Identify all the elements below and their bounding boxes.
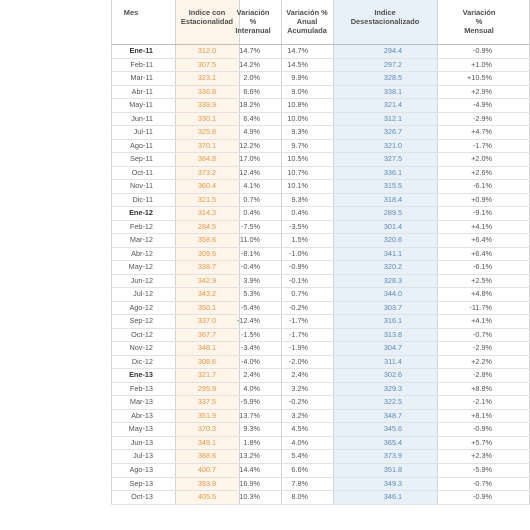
estacionalidad-cell: 370.3 <box>197 424 217 434</box>
table-row <box>111 437 530 451</box>
mes-cell: May-11 <box>129 100 153 110</box>
interanual-cell: -1.5% <box>240 329 260 339</box>
anual-cell: 8.0% <box>291 492 308 502</box>
mensual-cell: +2.2% <box>471 356 492 366</box>
mensual-cell: -5.9% <box>472 464 492 474</box>
mensual-cell: +2.3% <box>471 451 492 461</box>
interanual-cell: 4.1% <box>243 181 260 191</box>
desestacionalizado-cell: 341.1 <box>383 248 403 258</box>
interanual-cell: 1.8% <box>243 437 260 447</box>
interanual-cell: 16.9% <box>239 478 260 488</box>
desestacionalizado-cell: 327.5 <box>383 154 403 164</box>
estacionalidad-cell: 358.6 <box>197 235 217 245</box>
header-line: Variación % <box>286 8 328 17</box>
mensual-cell: -0.9% <box>472 492 492 502</box>
anual-cell: -1.7% <box>288 316 308 326</box>
mes-cell: Abr-13 <box>131 410 153 420</box>
header-mes <box>111 8 151 17</box>
estacionalidad-cell: 360.4 <box>197 181 217 191</box>
anual-cell: 4.5% <box>291 424 308 434</box>
interanual-cell: 14.4% <box>239 464 260 474</box>
anual-cell: 14.5% <box>287 59 308 69</box>
desestacionalizado-cell: 321.0 <box>383 140 403 150</box>
estacionalidad-cell: 349.1 <box>197 437 217 447</box>
table-row <box>111 140 530 154</box>
mensual-cell: +1.0% <box>471 59 492 69</box>
table-row <box>111 450 530 464</box>
table-row <box>111 342 530 356</box>
interanual-cell: 14.7% <box>239 46 260 55</box>
header-line: Indice <box>374 8 396 17</box>
mensual-cell: -2.9% <box>472 343 492 353</box>
mensual-cell: -6.1% <box>472 181 492 191</box>
mes-cell: Sep-12 <box>129 316 153 326</box>
mensual-cell: +8.1% <box>471 410 492 420</box>
table-row <box>111 113 530 127</box>
mensual-cell: +0.9% <box>471 194 492 204</box>
estacionalidad-cell: 321.5 <box>197 194 217 204</box>
mes-cell: Abr-12 <box>131 248 153 258</box>
mes-cell: Abr-11 <box>131 86 153 96</box>
estacionalidad-cell: 400.7 <box>197 464 217 474</box>
table-row <box>111 99 530 113</box>
interanual-cell: 18.2% <box>239 100 260 110</box>
estacionalidad-cell: 308.6 <box>197 356 217 366</box>
desestacionalizado-cell: 365.4 <box>383 437 403 447</box>
interanual-cell: 6.4% <box>243 113 260 123</box>
anual-cell: -1.9% <box>288 343 308 353</box>
mensual-cell: +10.5% <box>467 73 492 83</box>
table-row <box>111 478 530 492</box>
estacionalidad-cell: 330.1 <box>197 113 217 123</box>
header-anual <box>281 8 333 35</box>
interanual-cell: 2.4% <box>243 370 260 380</box>
table-row <box>111 72 530 86</box>
interanual-cell: -5.4% <box>240 302 260 312</box>
mensual-cell: -0.7% <box>472 478 492 488</box>
mes-cell: May-12 <box>128 262 153 272</box>
interanual-cell: 17.0% <box>239 154 260 164</box>
interanual-cell: 2.0% <box>243 73 260 83</box>
table-row <box>111 207 530 221</box>
desestacionalizado-cell: 313.8 <box>383 329 403 339</box>
table-row <box>111 369 530 383</box>
anual-cell: -1.0% <box>288 248 308 258</box>
interanual-cell: -8.1% <box>240 248 260 258</box>
estacionalidad-cell: 307.5 <box>197 59 217 69</box>
mes-cell: Ago-11 <box>130 140 153 150</box>
header-mensual <box>451 8 507 35</box>
mes-cell: Nov-12 <box>129 343 153 353</box>
header-line: % <box>475 17 483 26</box>
desestacionalizado-cell: 304.7 <box>383 343 403 353</box>
mes-cell: Jul-12 <box>133 289 153 299</box>
mensual-cell: -9.1% <box>472 208 492 218</box>
mensual-cell: +2.0% <box>471 154 492 164</box>
desestacionalizado-cell: 349.3 <box>383 478 403 488</box>
desestacionalizado-cell: 351.8 <box>383 464 403 474</box>
anual-cell: 10.7% <box>287 167 308 177</box>
mes-cell: Jul-11 <box>133 127 153 137</box>
desestacionalizado-cell: 301.4 <box>383 221 403 231</box>
header-line: Interanual <box>235 26 271 35</box>
interanual-cell: 13.2% <box>239 451 260 461</box>
desestacionalizado-cell: 320.6 <box>383 235 403 245</box>
desestacionalizado-cell: 322.5 <box>383 397 403 407</box>
mensual-cell: -2.8% <box>472 370 492 380</box>
estacionalidad-cell: 337.5 <box>197 397 217 407</box>
mes-cell: Feb-12 <box>129 221 153 231</box>
anual-cell: 9.7% <box>291 140 308 150</box>
desestacionalizado-cell: 329.3 <box>383 383 403 393</box>
mensual-cell: +2.5% <box>471 275 492 285</box>
interanual-cell: 10.3% <box>239 492 260 502</box>
anual-cell: 7.8% <box>291 478 308 488</box>
mes-cell: Ene-11 <box>129 46 153 55</box>
desestacionalizado-cell: 345.6 <box>383 424 403 434</box>
anual-cell: 9.9% <box>291 73 308 83</box>
mes-cell: May-13 <box>128 424 153 434</box>
estacionalidad-cell: 348.1 <box>197 343 217 353</box>
header-line: Estacionalidad <box>180 17 234 26</box>
interanual-cell: -4.0% <box>240 356 260 366</box>
table-row <box>111 329 530 343</box>
desestacionalizado-cell: 303.7 <box>383 302 403 312</box>
mes-cell: Jun-11 <box>131 113 153 123</box>
estacionalidad-cell: 323.1 <box>197 73 217 83</box>
estacionalidad-cell: 373.2 <box>197 167 217 177</box>
table-row <box>111 153 530 167</box>
table-row <box>111 180 530 194</box>
anual-cell: -2.0% <box>288 356 308 366</box>
desestacionalizado-cell: 328.5 <box>383 73 403 83</box>
mes-cell: Mar-12 <box>129 235 153 245</box>
desestacionalizado-cell: 311.4 <box>384 356 402 366</box>
interanual-cell: 4.9% <box>243 127 260 137</box>
interanual-cell: 13.7% <box>239 410 260 420</box>
table-row <box>111 423 530 437</box>
mes-cell: Jun-12 <box>130 275 153 285</box>
table-row <box>111 248 530 262</box>
estacionalidad-cell: 321.7 <box>197 370 217 380</box>
anual-cell: 4.0% <box>291 437 308 447</box>
table-row <box>111 315 530 329</box>
estacionalidad-cell: 350.1 <box>197 302 217 312</box>
interanual-cell: -3.4% <box>240 343 260 353</box>
table-row <box>111 194 530 208</box>
mes-cell: Ago-12 <box>129 302 153 312</box>
mensual-cell: +8.8% <box>471 383 492 393</box>
table-row <box>111 167 530 181</box>
desestacionalizado-cell: 316.1 <box>383 316 403 326</box>
desestacionalizado-cell: 312.1 <box>383 113 403 123</box>
anual-cell: -0.2% <box>288 397 308 407</box>
desestacionalizado-cell: 320.2 <box>383 262 403 272</box>
mensual-cell: +4.1% <box>471 221 492 231</box>
mes-cell: Dic-12 <box>131 356 153 366</box>
table-header <box>111 0 530 45</box>
desestacionalizado-cell: 328.3 <box>383 275 403 285</box>
desestacionalizado-cell: 346.1 <box>383 492 403 502</box>
anual-cell: 10.1% <box>287 181 308 191</box>
header-line: % <box>249 17 257 26</box>
desestacionalizado-cell: 344.0 <box>383 289 403 299</box>
table-row <box>111 464 530 478</box>
table-row <box>111 234 530 248</box>
mes-cell: Jul-13 <box>133 451 153 461</box>
anual-cell: 10.8% <box>287 100 308 110</box>
interanual-cell: -5.9% <box>240 397 260 407</box>
table-row <box>111 86 530 100</box>
estacionalidad-cell: 343.2 <box>197 289 217 299</box>
table-row <box>111 59 530 73</box>
mes-cell: Oct-12 <box>131 329 153 339</box>
mensual-cell: +4.7% <box>471 127 492 137</box>
estacionalidad-cell: 351.9 <box>197 410 217 420</box>
table-row <box>111 356 530 370</box>
desestacionalizado-cell: 373.9 <box>383 451 403 461</box>
mensual-cell: -2.9% <box>472 113 492 123</box>
interanual-cell: 0.7% <box>243 194 260 204</box>
estacionalidad-cell: 384.8 <box>197 154 217 164</box>
header-line: Indice con <box>188 8 226 17</box>
interanual-cell: 3.9% <box>243 275 260 285</box>
interanual-cell: 9.3% <box>243 424 260 434</box>
desestacionalizado-cell: 321.4 <box>383 100 403 110</box>
interanual-cell: 11.0% <box>239 235 260 245</box>
mensual-cell: +2.9% <box>471 86 492 96</box>
desestacionalizado-cell: 289.5 <box>383 208 403 218</box>
anual-cell: 10.5% <box>287 154 308 164</box>
anual-cell: 0.7% <box>291 289 308 299</box>
header-mes-label: Mes <box>123 8 139 17</box>
mes-cell: Jun-13 <box>130 437 153 447</box>
mes-cell: Ene-13 <box>129 370 153 380</box>
table-row <box>111 221 530 235</box>
estacionalidad-cell: 338.7 <box>197 262 217 272</box>
interanual-cell: 12.4% <box>239 167 260 177</box>
table-body <box>111 45 530 505</box>
estacionalidad-cell: 370.1 <box>197 140 217 150</box>
interanual-cell: -7.5% <box>240 221 260 231</box>
estacionalidad-cell: 336.8 <box>197 86 217 96</box>
table-row <box>111 275 530 289</box>
anual-cell: 9.3% <box>291 127 308 137</box>
desestacionalizado-cell: 348.7 <box>383 410 403 420</box>
mensual-cell: +2.6% <box>471 167 492 177</box>
table-row <box>111 396 530 410</box>
interanual-cell: 12.2% <box>239 140 260 150</box>
estacionalidad-cell: 393.9 <box>197 478 217 488</box>
mes-cell: Feb-11 <box>130 59 153 69</box>
estacionalidad-cell: 339.9 <box>197 100 217 110</box>
mes-cell: Oct-11 <box>131 167 153 177</box>
mensual-cell: -11.7% <box>469 302 492 312</box>
anual-cell: -3.5% <box>288 221 308 231</box>
anual-cell: 6.6% <box>291 464 308 474</box>
mes-cell: Feb-13 <box>129 383 153 393</box>
mensual-cell: +5.7% <box>471 437 492 447</box>
data-table <box>111 0 530 505</box>
anual-cell: 9.0% <box>291 86 308 96</box>
interanual-cell: -12.4% <box>236 316 260 326</box>
estacionalidad-cell: 314.3 <box>197 208 217 218</box>
estacionalidad-cell: 388.6 <box>197 451 217 461</box>
mensual-cell: -6.1% <box>472 262 492 272</box>
anual-cell: -0.9% <box>288 262 308 272</box>
table-row <box>111 126 530 140</box>
anual-cell: -0.1% <box>288 275 308 285</box>
interanual-cell: 5.3% <box>243 289 260 299</box>
mes-cell: Sep-13 <box>129 478 153 488</box>
anual-cell: 1.5% <box>291 235 308 245</box>
header-line: Anual <box>296 17 318 26</box>
mes-cell: Nov-11 <box>130 181 153 191</box>
estacionalidad-cell: 337.0 <box>197 316 217 326</box>
table-row <box>111 302 530 316</box>
header-line: Mensual <box>464 26 494 35</box>
estacionalidad-cell: 284.5 <box>197 221 217 231</box>
estacionalidad-cell: 295.9 <box>197 383 217 393</box>
desestacionalizado-cell: 338.1 <box>383 86 403 96</box>
mes-cell: Mar-13 <box>129 397 153 407</box>
interanual-cell: 4.0% <box>243 383 260 393</box>
mensual-cell: +6.4% <box>471 235 492 245</box>
mensual-cell: -0.9% <box>472 424 492 434</box>
desestacionalizado-cell: 326.7 <box>383 127 403 137</box>
desestacionalizado-cell: 302.6 <box>383 370 403 380</box>
estacionalidad-cell: 312.0 <box>197 46 217 55</box>
mensual-cell: -4.9% <box>472 100 492 110</box>
anual-cell: 10.0% <box>287 113 308 123</box>
mes-cell: Dic-11 <box>132 194 153 204</box>
mensual-cell: -0.7% <box>472 329 492 339</box>
mes-cell: Mar-11 <box>130 73 153 83</box>
anual-cell: -0.2% <box>288 302 308 312</box>
header-line: Desestacionalizado <box>350 17 420 26</box>
anual-cell: 9.3% <box>291 194 308 204</box>
interanual-cell: 14.2% <box>239 59 260 69</box>
table-row <box>111 491 530 505</box>
header-desestacionalizado <box>333 8 437 26</box>
mes-cell: Ago-13 <box>129 464 153 474</box>
anual-cell: 2.4% <box>291 370 308 380</box>
anual-cell: 0.4% <box>291 208 308 218</box>
anual-cell: 3.2% <box>291 383 308 393</box>
desestacionalizado-cell: 315.5 <box>383 181 403 191</box>
table-row <box>111 383 530 397</box>
header-line: Variación <box>462 8 496 17</box>
mensual-cell: -0.9% <box>472 46 492 55</box>
mensual-cell: +4.8% <box>471 289 492 299</box>
table-row <box>111 261 530 275</box>
header-interanual <box>225 8 281 35</box>
header-line: Variación <box>236 8 270 17</box>
table-row <box>111 288 530 302</box>
desestacionalizado-cell: 294.4 <box>383 46 403 55</box>
interanual-cell: 0.4% <box>243 208 260 218</box>
anual-cell: -1.7% <box>288 329 308 339</box>
estacionalidad-cell: 309.6 <box>197 248 217 258</box>
mes-cell: Oct-13 <box>131 492 153 502</box>
table-row <box>111 410 530 424</box>
interanual-cell: -0.4% <box>240 262 260 272</box>
table-row <box>111 45 530 59</box>
header-line: Acumulada <box>287 26 327 35</box>
mensual-cell: -2.1% <box>472 397 492 407</box>
mensual-cell: -1.7% <box>472 140 492 150</box>
estacionalidad-cell: 342.9 <box>197 275 217 285</box>
mes-cell: Sep-11 <box>130 154 153 164</box>
desestacionalizado-cell: 336.1 <box>383 167 403 177</box>
desestacionalizado-cell: 297.2 <box>383 59 403 69</box>
mensual-cell: +6.4% <box>471 248 492 258</box>
anual-cell: 14.7% <box>287 46 308 55</box>
desestacionalizado-cell: 318.4 <box>383 194 403 204</box>
mensual-cell: +4.1% <box>471 316 492 326</box>
anual-cell: 3.2% <box>291 410 308 420</box>
mes-cell: Ene-12 <box>129 208 153 218</box>
estacionalidad-cell: 367.7 <box>197 329 217 339</box>
estacionalidad-cell: 405.5 <box>197 492 217 502</box>
interanual-cell: 6.6% <box>243 86 260 96</box>
estacionalidad-cell: 325.8 <box>197 127 217 137</box>
anual-cell: 5.4% <box>291 451 308 461</box>
